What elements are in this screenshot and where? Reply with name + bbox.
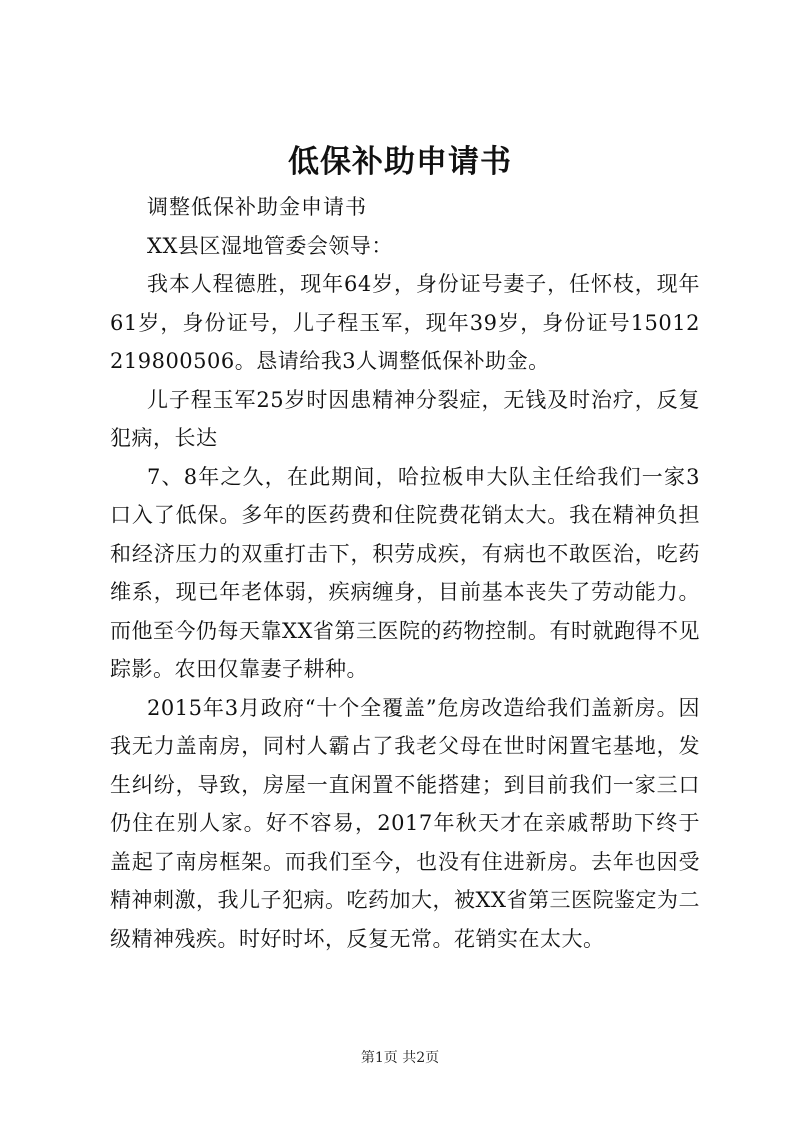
paragraph-son-illness: 儿子程玉军25岁时因患精神分裂症，无钱及时治疗，反复犯病，长达 [110, 387, 700, 450]
paragraph-salutation: XX县区湿地管委会领导： [147, 233, 393, 258]
document-title: 低保补助申请书 [288, 144, 512, 180]
paragraph-subtitle: 调整低保补助金申请书 [147, 195, 367, 219]
paragraph-housing: 2015年3月政府“十个全覆盖”危房改造给我们盖新房。因我无力盖南房，同村人霸占了我老父母在世时闲置宅基地，发生纠纷，导致，房屋一直闲置不能搭建；到目前我们一家三口仍住在别人家。好不容易，2017年秋天才在亲戚帮助下终于盖起了南房框架。而我们至今，也没有住进新房。去年也因受精神刺激，我儿子犯病。吃药加大，被XX省第三医院鉴定为二级精神残疾。时好时坏，反复无常。花销实在太大。 [110, 695, 700, 951]
paragraph-applicant-info: 我本人程德胜，现年64岁，身份证号妻子，任怀枝，现年61岁，身份证号，儿子程玉军，现年39岁，身份证号15012219800506。恳请给我3人调整低保补助金。 [110, 272, 700, 373]
document-body [110, 188, 700, 958]
paragraph-family-situation: 7、8年之久，在此期间，哈拉板申大队主任给我们一家3口入了低保。多年的医药费和住院费花销太大。我在精神负担和经济压力的双重打击下，积劳成疾，有病也不敢医治，吃药维系，现已年老体弱，疾病缠身，目前基本丧失了劳动能力。而他至今仍每天靠XX省第三医院的药物控制。有时就跑得不见踪影。农田仅靠妻子耕种。 [110, 464, 700, 681]
page-number-footer: 第1页 共2页 [360, 1050, 440, 1066]
